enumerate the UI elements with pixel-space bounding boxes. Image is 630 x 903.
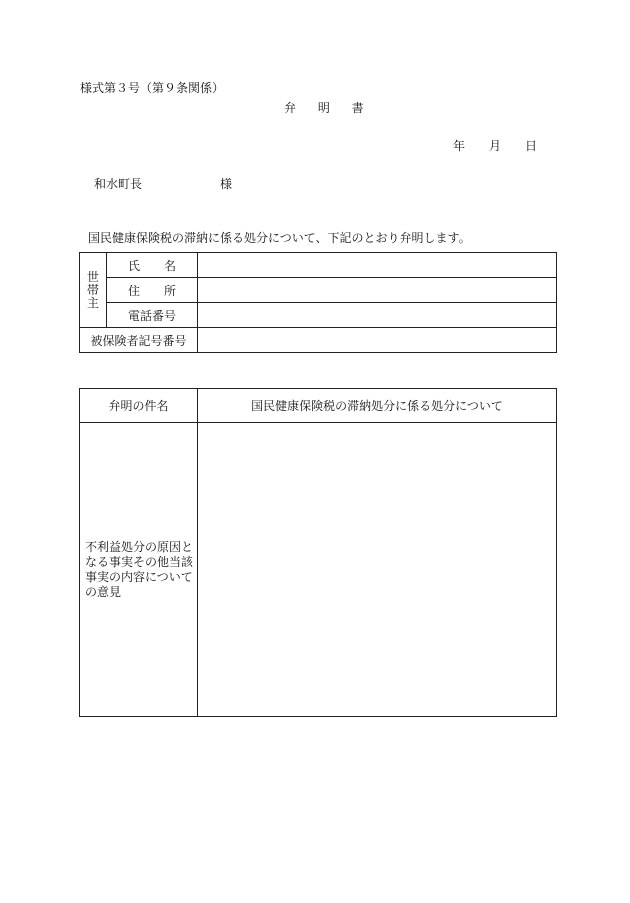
householder-char: 主	[86, 295, 99, 310]
detail-table	[79, 388, 557, 717]
table-row	[80, 423, 557, 717]
insured-number-field[interactable]	[198, 328, 557, 353]
date-line	[453, 137, 537, 154]
phone-field[interactable]	[198, 303, 557, 328]
opinion-field[interactable]	[198, 423, 557, 717]
address-label: 住 所	[107, 278, 198, 303]
addressee	[94, 175, 232, 192]
date-year-label: 年	[453, 139, 466, 153]
date-month-label: 月	[489, 139, 502, 153]
table-row	[80, 278, 557, 303]
subject-value: 国民健康保険税の滞納処分に係る処分について	[198, 389, 557, 423]
address-field[interactable]	[198, 278, 557, 303]
table-row	[80, 303, 557, 328]
applicant-table	[79, 252, 557, 353]
addressee-honorific: 様	[220, 177, 233, 191]
householder-char: 帯	[86, 282, 99, 297]
table-row	[80, 253, 557, 278]
name-label: 氏 名	[107, 253, 198, 278]
date-day-label: 日	[525, 139, 538, 153]
document-title: 弁 明 書	[284, 101, 373, 115]
table-row	[80, 328, 557, 353]
form-number: 様式第３号（第９条関係）	[80, 81, 225, 95]
householder-char: 世	[86, 269, 99, 284]
subject-label: 弁明の件名	[80, 389, 198, 423]
table-row	[80, 389, 557, 423]
insured-number-label: 被保険者記号番号	[80, 328, 198, 353]
name-field[interactable]	[198, 253, 557, 278]
phone-label: 電話番号	[107, 303, 198, 328]
addressee-name: 和水町長	[94, 177, 143, 191]
statement-text: 国民健康保険税の滞納に係る処分について、下記のとおり弁明します。	[88, 231, 471, 245]
opinion-label: 不利益処分の原因となる事実その他当該事実の内容についての意見	[80, 423, 198, 717]
householder-label	[80, 253, 107, 328]
